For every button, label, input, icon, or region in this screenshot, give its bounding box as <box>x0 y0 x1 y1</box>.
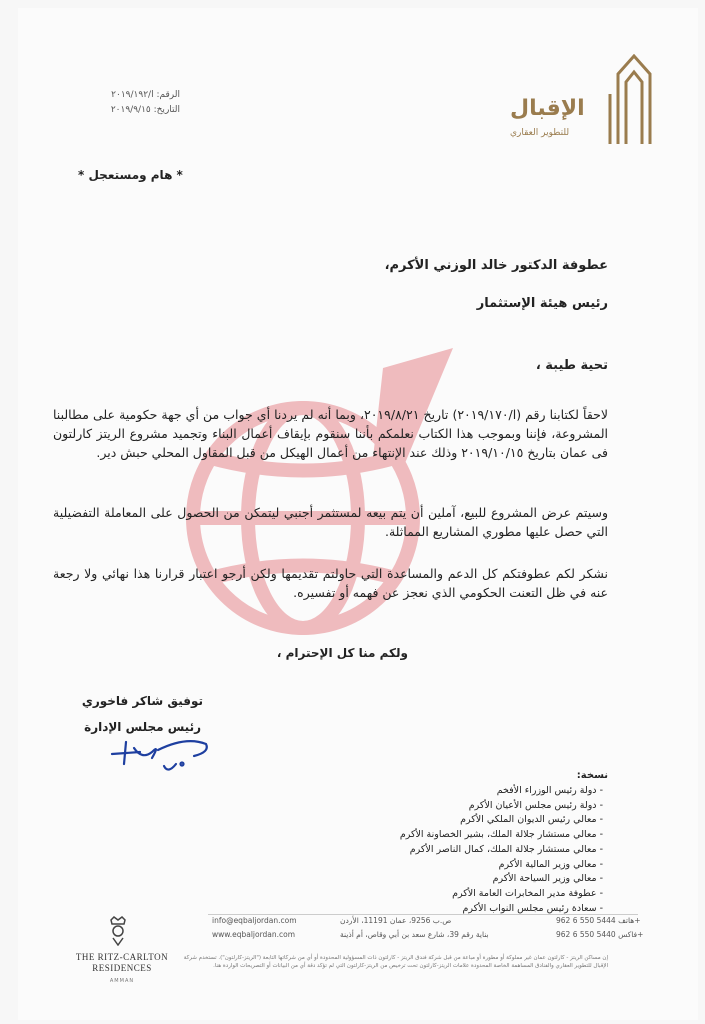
ritz-carlton-name: THE RITZ-CARLTON RESIDENCES <box>75 952 169 973</box>
cc-item: - معالي وزير السياحة الأكرم <box>400 872 603 887</box>
footer-divider <box>208 914 638 915</box>
reference-number: الرقم: ا/٢٠١٩/١٩٢ <box>111 90 180 100</box>
cc-item: - دولة رئيس الوزراء الأفخم <box>400 784 603 799</box>
greeting: تحية طيبة ، <box>535 358 608 373</box>
signatory-name: توفيق شاكر فاخوري <box>81 694 203 708</box>
cc-title: نسخة: <box>576 770 608 781</box>
addressee-name: عطوفة الدكتور خالد الوزني الأكرم، <box>384 258 608 273</box>
cc-item: - معالي مستشار جلالة الملك، بشير الخصاونة الأكرم <box>400 828 603 843</box>
letter-page <box>18 8 698 1020</box>
cc-item: - معالي مستشار جلالة الملك، كمال الناصر الأكرم <box>400 843 603 858</box>
footer-pobox: ص.ب 9256، عمان 11191، الأردن <box>340 916 452 925</box>
footer-email: info@eqbaljordan.com <box>212 916 297 925</box>
ritz-carlton-lion-icon <box>106 916 130 946</box>
logo-name: الإقبال <box>510 96 585 121</box>
reference-date: التاريخ: ٢٠١٩/٩/١٥ <box>110 105 180 115</box>
logo-tagline: للتطوير العقاري <box>510 128 570 138</box>
ritz-carlton-city: AMMAN <box>109 978 135 984</box>
footer-website: www.eqbaljordan.com <box>212 930 296 939</box>
cc-item: - معالي وزير المالية الأكرم <box>400 858 603 873</box>
addressee-title: رئيس هيئة الإستثمار <box>476 296 608 311</box>
urgent-label: * هام ومستعجل * <box>78 168 183 182</box>
reference-block <box>80 88 180 118</box>
footer-disclaimer: إن مساكن الريتز - كارلتون عمان غير مملوكة أو مطورة أو مباعة من قبل شركة فندق الريتز - كارلتون ذات المسؤولية المحدودة أو أي من شركاتها التابعة ("الريتز-كارلتون"). تستخدم شركة الإقبال للتطوير العقاري والفنادق المساهمة الخاصة المحدودة علامات الريتز-كارلتون تحت ترخيص من الريتز-كارلتون التي لم تؤكد دقة أي من البيانات أو التصريحات الواردة هنا. <box>183 955 608 969</box>
body-paragraph-2: وسيتم عرض المشروع للبيع، آملين أن يتم بيعه لمستثمر أجنبي ليتمكن من الحصول على المعاملة التفضيلية التي حصل عليها مطوري المشاريع المماثلة. <box>53 505 608 539</box>
body-paragraph-3: نشكر لكم عطوفتكم كل الدعم والمساعدة التي حاولتم تقديمها ولكن أرجو اعتبار قرارنا هذا نهائي ولا رجعة عنه في ظل التعنت الحكومي الذي نعجز عن فهمه أو تفسيره. <box>53 566 608 600</box>
handwritten-signature <box>106 730 216 778</box>
cc-item: - عطوفة مدير المخابرات العامة الأكرم <box>400 887 603 902</box>
cc-item: - معالي رئيس الديوان الملكي الأكرم <box>400 813 603 828</box>
cc-item: - دولة رئيس مجلس الأعيان الأكرم <box>400 799 603 814</box>
cc-list <box>400 784 603 916</box>
footer-phone: هاتف 5444 550 6 962+ <box>556 916 641 925</box>
signatory-title: رئيس مجلس الإدارة <box>84 720 201 734</box>
footer-building: بناية رقم 39، شارع سعد بن أبي وقاص، أم أذينة <box>340 930 489 939</box>
cc-item: - سعادة رئيس مجلس النواب الأكرم <box>400 902 603 917</box>
closing-line: ولكم منا كل الإحترام ، <box>276 646 408 660</box>
body-paragraph-1: لاحقاً لكتابنا رقم (ا/٢٠١٩/١٧٠) تاريخ ٢٠١٩/٨/٢١، وبما أنه لم يردنا أي جواب من أي جهة حكومية على مطالبنا المشروعة، فإننا وبموجب هذا الكتاب نعلمكم بأننا سنقوم بإيقاف أعمال البناء وتجميد مشروع الريتز كارلتون فى عمان بتاريخ ٢٠١٩/١٠/١٥ وذلك عند الإنتهاء من أعمال الهيكل من قبل المقاول المحلي حبش دير. <box>53 407 608 460</box>
footer-fax: فاكس 5440 550 6 962+ <box>556 930 644 939</box>
